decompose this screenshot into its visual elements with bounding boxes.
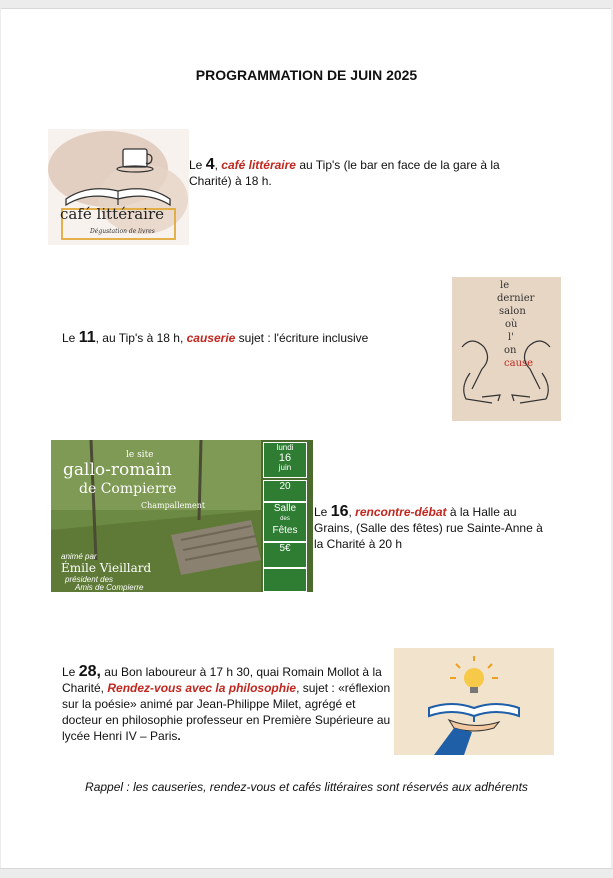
dernier-salon-image: [452, 277, 561, 421]
site-label: le site: [126, 450, 154, 460]
event-4-type: café littéraire: [221, 158, 296, 172]
event-28-text: Le 28, au Bon laboureur à 17 h 30, quai Romain Mollot à la Charité, Rendez-vous avec la philosophie, sujet : «réflexion sur la poésie» animé par Jean-Philippe Milet, agrégé et docteur en philosophie professeur en Première Supérieure au lycée Henri IV – Paris.: [62, 663, 391, 743]
venue-box: Salle des Fêtes: [263, 502, 307, 542]
date-box: lundi 16 juin: [263, 442, 307, 478]
animator-role-2: Amis de Compierre: [75, 583, 144, 592]
event-4-text: Le 4, café littéraire au Tip's (le bar en face de la gare à la Charité) à 18 h.: [189, 156, 500, 188]
animator-name: Émile Vieillard: [61, 561, 152, 575]
page-title: PROGRAMMATION DE JUIN 2025: [195, 67, 418, 83]
event-28-type: Rendez-vous avec la philosophie: [107, 681, 297, 695]
salon-line-2: dernier: [497, 293, 535, 304]
event-11-text: Le 11, au Tip's à 18 h, causerie sujet : l'écriture inclusive: [62, 329, 369, 346]
event-11-type: causerie: [186, 331, 236, 345]
info-box: [263, 568, 307, 592]
event-16-day: 16: [330, 503, 349, 520]
event-28-day: 28,: [78, 663, 101, 680]
site-title-1: gallo-romain: [63, 460, 172, 480]
animator-intro: animé par: [61, 552, 97, 561]
salon-line-6: on: [504, 345, 517, 356]
site-location: Champallement: [141, 501, 206, 510]
event-4-day: 4: [205, 156, 215, 173]
salon-line-7: cause: [504, 358, 534, 369]
event-11-day: 11: [78, 329, 96, 346]
price-box: 5€: [263, 542, 307, 568]
site-title-2: de Compierre: [79, 481, 177, 497]
animator-role-1: président des: [65, 575, 114, 584]
rappel-note: Rappel : les causeries, rendez-vous et cafés littéraires sont réservés aux adhérents: [85, 780, 528, 794]
philosophie-image: [394, 648, 554, 755]
gallo-romain-image: [51, 440, 313, 592]
cafe-litteraire-image: [48, 129, 189, 245]
cafe-logo-subtext: Dégustation de livres: [90, 228, 155, 235]
salon-line-5: l': [508, 332, 514, 343]
cafe-logo-text: café littéraire: [60, 205, 165, 223]
salon-line-3: salon: [499, 306, 526, 317]
salon-line-1: le: [500, 280, 510, 291]
salon-line-4: où: [505, 319, 518, 330]
event-16-type: rencontre-débat: [355, 505, 447, 519]
time-box: 20: [263, 480, 307, 502]
event-16-text: Le 16, rencontre-débat à la Halle au Grains, (Salle des fêtes) rue Sainte-Anne à la Charité à 20 h: [314, 503, 543, 551]
